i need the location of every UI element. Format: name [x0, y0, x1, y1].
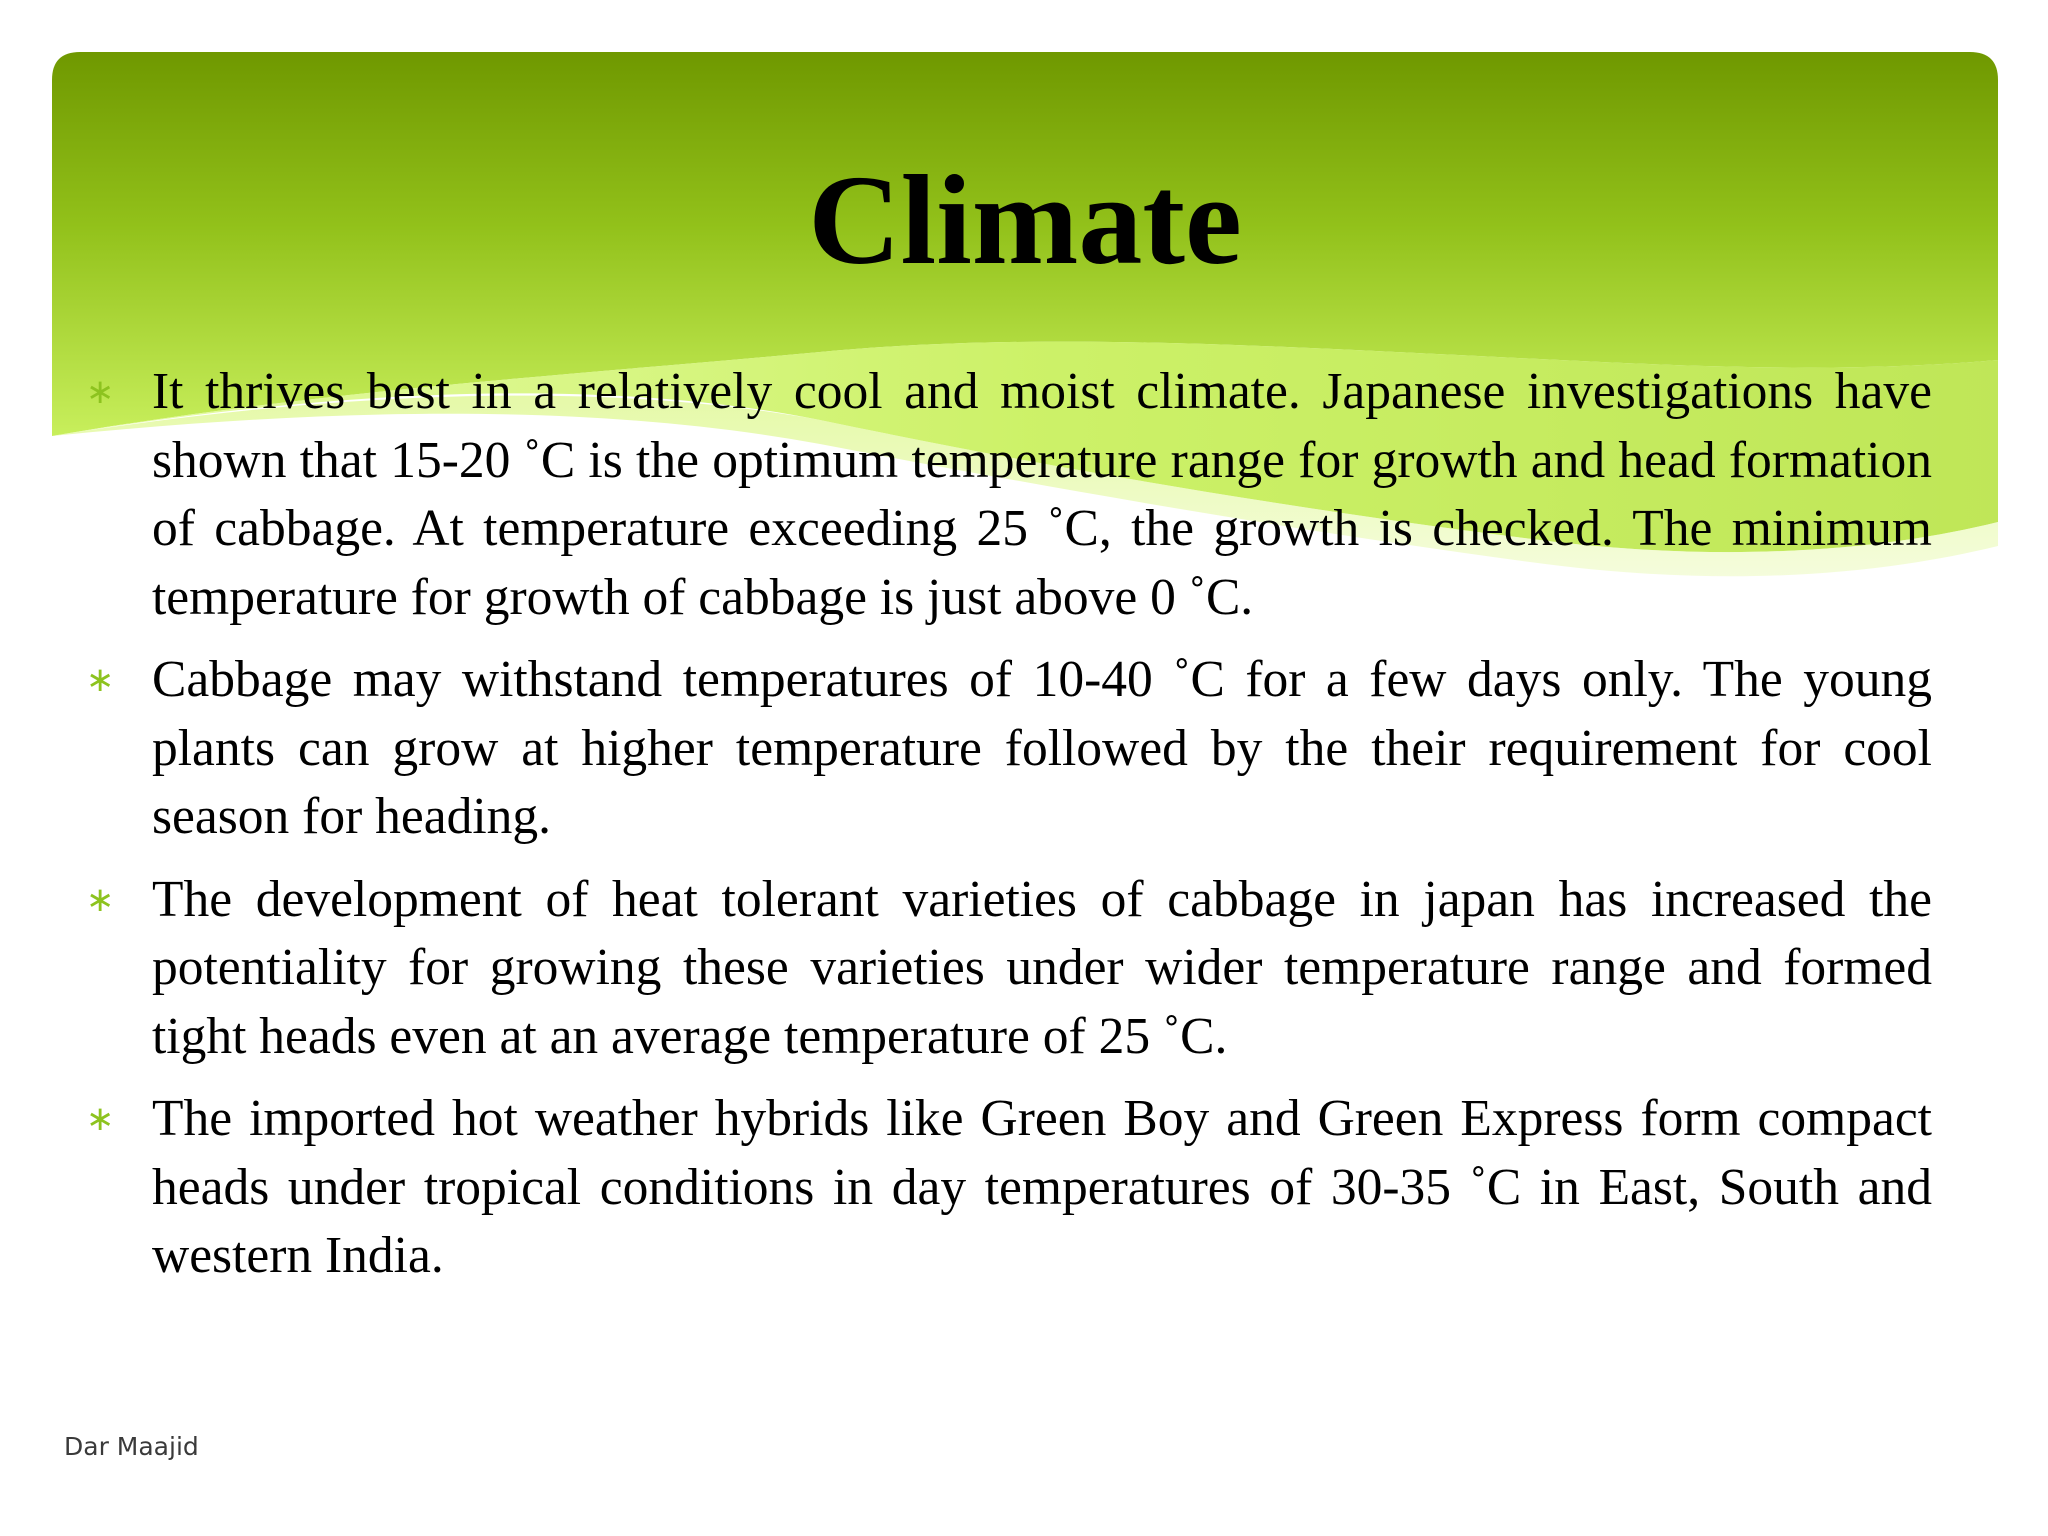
asterisk-bullet-icon: ∗	[86, 372, 115, 412]
footer-author: Dar Maajid	[64, 1432, 199, 1461]
bullet-item	[0, 866, 2048, 1072]
bullet-item	[0, 1085, 2048, 1291]
bullet-list	[0, 358, 2048, 1305]
asterisk-bullet-icon: ∗	[86, 660, 115, 700]
bullet-item	[0, 358, 2048, 632]
asterisk-bullet-icon: ∗	[86, 1099, 115, 1139]
bullet-text: The development of heat tolerant varieties of cabbage in japan has increased the potentiality for growing these varieties under wider temperature range and formed tight heads even at an average temperature of 25 ˚C.	[152, 870, 1932, 1065]
bullet-text: The imported hot weather hybrids like Green Boy and Green Express form compact heads under tropical conditions in day temperatures of 30-35 ˚C in East, South and western India.	[152, 1090, 1932, 1284]
bullet-text: It thrives best in a relatively cool and moist climate. Japanese investigations have shown that 15-20 ˚C is the optimum temperature range for growth and head formation of cabbage. At temperature exceeding 25 ˚C, the growth is checked. The minimum temperature for growth of cabbage is just above 0 ˚C.	[152, 363, 1932, 626]
slide-title: Climate	[808, 149, 1242, 291]
asterisk-bullet-icon: ∗	[86, 879, 115, 920]
bullet-item	[0, 646, 2048, 852]
bullet-text: Cabbage may withstand temperatures of 10-40 ˚C for a few days only. The young plants can grow at higher temperature followed by the their requirement for cool season for heading.	[152, 651, 1932, 845]
